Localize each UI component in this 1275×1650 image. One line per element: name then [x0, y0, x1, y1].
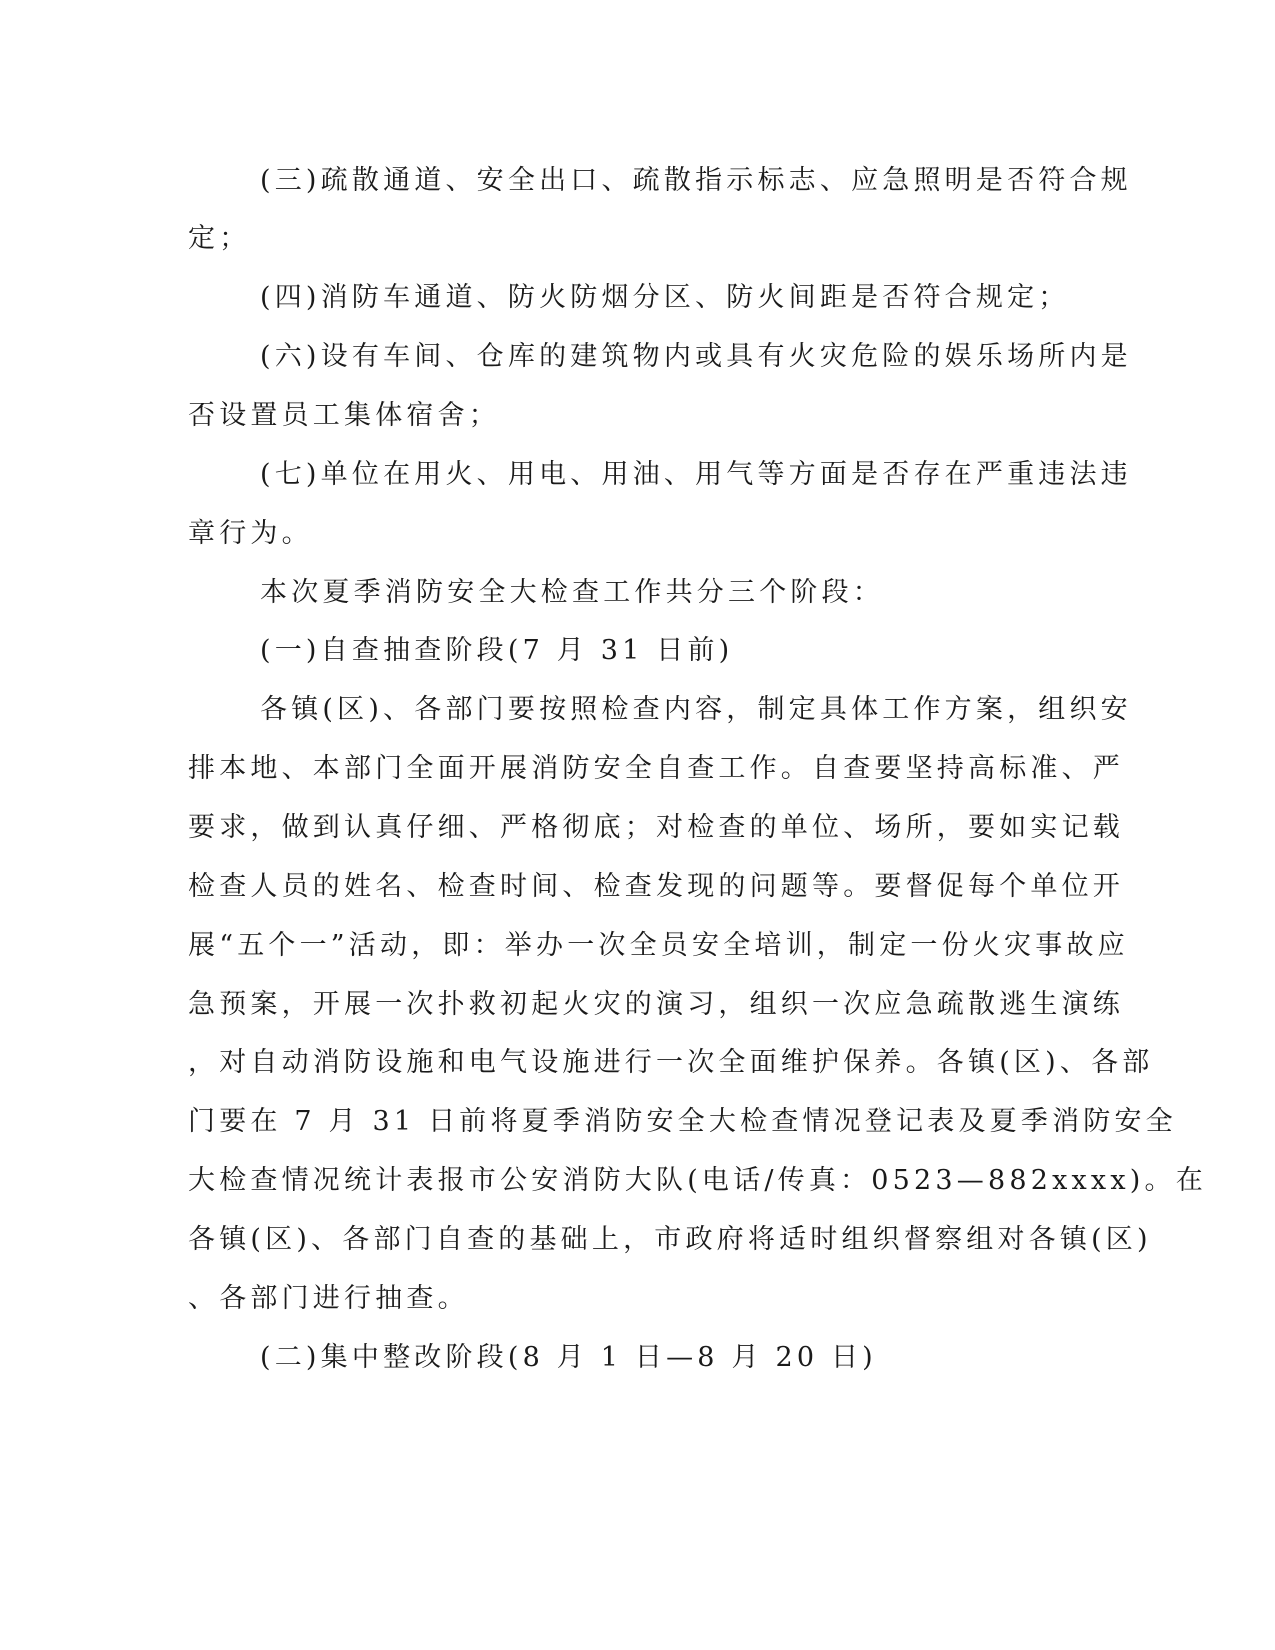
text-line: (七)单位在用火、用电、用油、用气等方面是否存在严重违法违 [260, 459, 1132, 490]
text-line: (三)疏散通道、安全出口、疏散指示标志、应急照明是否符合规 [260, 165, 1132, 196]
text-line: (六)设有车间、仓库的建筑物内或具有火灾危险的娱乐场所内是 [260, 341, 1132, 372]
text-line: 急预案，开展一次扑救初起火灾的演习，组织一次应急疏散逃生演练 [188, 989, 1124, 1020]
text-line: 大检查情况统计表报市公安消防大队(电话/传真：0523—882xxxx)。在 [188, 1165, 1207, 1196]
text-line: 检查人员的姓名、检查时间、检查发现的问题等。要督促每个单位开 [188, 871, 1124, 902]
text-line: 要求，做到认真仔细、严格彻底；对检查的单位、场所，要如实记载 [188, 812, 1124, 843]
text-line: 定； [188, 223, 251, 254]
text-line: 门要在 7 月 31 日前将夏季消防安全大检查情况登记表及夏季消防安全 [188, 1106, 1177, 1137]
text-line: 各镇(区)、各部门要按照检查内容，制定具体工作方案，组织安 [260, 694, 1132, 725]
text-line: 、各部门进行抽查。 [188, 1283, 469, 1314]
text-line: 各镇(区)、各部门自查的基础上，市政府将适时组织督察组对各镇(区) [188, 1224, 1152, 1255]
text-line: 本次夏季消防安全大检查工作共分三个阶段： [260, 577, 884, 608]
text-line: 展“五个一”活动，即：举办一次全员安全培训，制定一份火灾事故应 [188, 930, 1129, 961]
text-line: (一)自查抽查阶段(7 月 31 日前) [260, 635, 734, 666]
text-line: 章行为。 [188, 518, 313, 549]
text-line: ，对自动消防设施和电气设施进行一次全面维护保养。各镇(区)、各部 [188, 1047, 1154, 1078]
text-line: 排本地、本部门全面开展消防安全自查工作。自查要坚持高标准、严 [188, 753, 1124, 784]
text-line: (二)集中整改阶段(8 月 1 日—8 月 20 日) [260, 1342, 877, 1373]
text-line: 否设置员工集体宿舍； [188, 400, 500, 431]
text-line: (四)消防车通道、防火防烟分区、防火间距是否符合规定； [260, 282, 1070, 313]
